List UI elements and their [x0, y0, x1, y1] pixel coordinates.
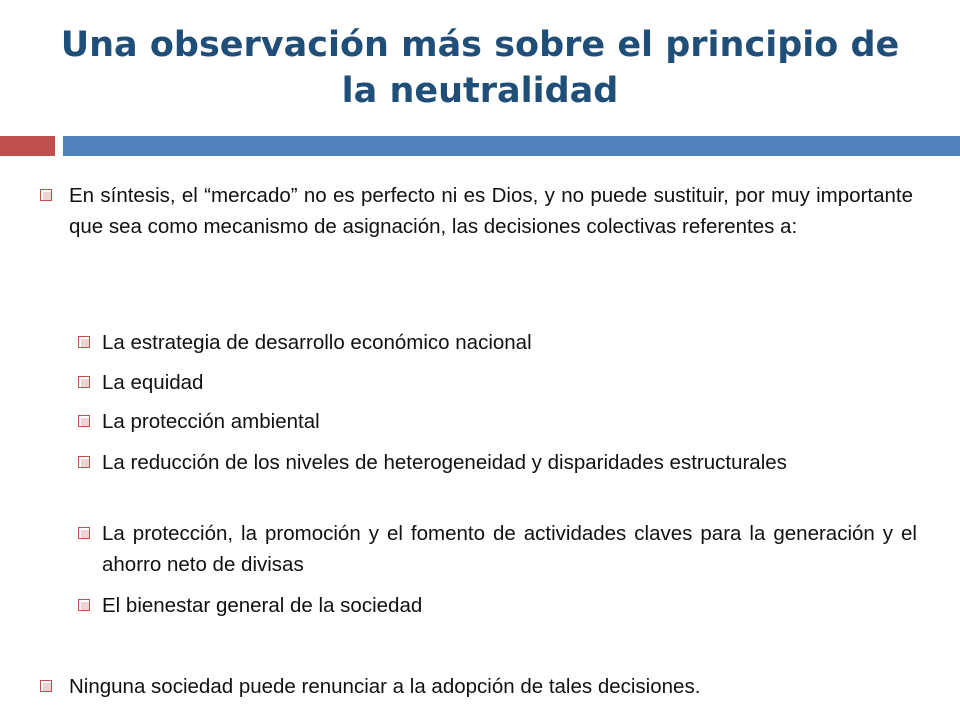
sub-bullet-item-2 [78, 367, 917, 398]
slide-title-line-2: la neutralidad [341, 71, 619, 111]
square-bullet-icon [78, 599, 90, 611]
square-bullet-icon [40, 680, 52, 692]
bullet-text-intro: En síntesis, el “mercado” no es perfecto ni es Dios, y no puede sustituir, por muy importante que sea como mecanismo de asignación, las decisiones colectivas referentes a: [69, 184, 913, 238]
sub-bullet-item-6 [78, 590, 917, 621]
sub-bullet-text-3: La protección ambiental [102, 410, 320, 433]
bullet-item-intro [40, 180, 913, 242]
sub-bullet-text-2: La equidad [102, 371, 204, 394]
square-bullet-icon [78, 336, 90, 348]
sub-bullet-text-1: La estrategia de desarrollo económico nacional [102, 331, 532, 354]
sub-bullet-item-4 [78, 447, 917, 478]
sub-bullet-text-4: La reducción de los niveles de heterogeneidad y disparidades estructurales [102, 451, 787, 474]
square-bullet-icon [78, 376, 90, 388]
sub-bullet-item-1 [78, 327, 917, 358]
square-bullet-icon [78, 527, 90, 539]
sub-bullet-item-3 [78, 406, 917, 437]
sub-bullet-item-5 [78, 518, 917, 580]
square-bullet-icon [40, 189, 52, 201]
square-bullet-icon [78, 456, 90, 468]
sub-bullet-text-5: La protección, la promoción y el fomento de actividades claves para la generación y el ahorro neto de divisas [102, 522, 917, 576]
bullet-item-conclusion [40, 671, 913, 702]
bullet-text-conclusion: Ninguna sociedad puede renunciar a la adopción de tales decisiones. [69, 675, 701, 698]
square-bullet-icon [78, 415, 90, 427]
sub-bullet-text-6: El bienestar general de la sociedad [102, 594, 423, 617]
slide-title-line-1: Una observación más sobre el principio de [60, 25, 900, 65]
